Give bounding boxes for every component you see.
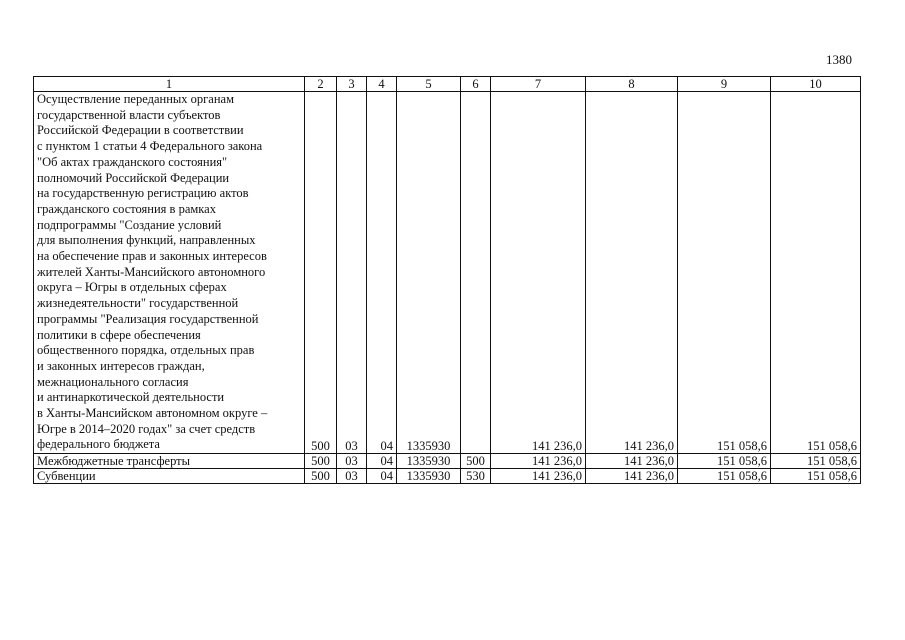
cell-col4: 04 bbox=[367, 469, 397, 484]
cell-col2: 500 bbox=[305, 92, 337, 454]
header-cell: 8 bbox=[586, 77, 678, 92]
cell-col3: 03 bbox=[337, 92, 367, 454]
table-row bbox=[34, 454, 861, 469]
cell-col10: 151 058,6 bbox=[771, 454, 861, 469]
cell-col6: 530 bbox=[461, 469, 491, 484]
header-cell: 1 bbox=[34, 77, 305, 92]
cell-col10: 151 058,6 bbox=[771, 469, 861, 484]
cell-col8: 141 236,0 bbox=[586, 92, 678, 454]
header-cell: 3 bbox=[337, 77, 367, 92]
row-description: Межбюджетные трансферты bbox=[34, 454, 305, 469]
header-cell: 2 bbox=[305, 77, 337, 92]
row-description bbox=[34, 92, 305, 454]
cell-col8: 141 236,0 bbox=[586, 454, 678, 469]
cell-col9: 151 058,6 bbox=[678, 92, 771, 454]
cell-col9: 151 058,6 bbox=[678, 469, 771, 484]
header-cell: 7 bbox=[491, 77, 586, 92]
cell-col4: 04 bbox=[367, 454, 397, 469]
cell-col3: 03 bbox=[337, 454, 367, 469]
cell-col6: 500 bbox=[461, 454, 491, 469]
cell-col10: 151 058,6 bbox=[771, 92, 861, 454]
header-cell: 9 bbox=[678, 77, 771, 92]
cell-col2: 500 bbox=[305, 469, 337, 484]
budget-table bbox=[33, 76, 861, 484]
cell-col6 bbox=[461, 92, 491, 454]
cell-col8: 141 236,0 bbox=[586, 469, 678, 484]
header-cell: 4 bbox=[367, 77, 397, 92]
header-cell: 6 bbox=[461, 77, 491, 92]
cell-col5: 1335930 bbox=[397, 92, 461, 454]
cell-col9: 151 058,6 bbox=[678, 454, 771, 469]
cell-col7: 141 236,0 bbox=[491, 92, 586, 454]
header-cell: 5 bbox=[397, 77, 461, 92]
page-number: 1380 bbox=[826, 52, 852, 67]
cell-col5: 1335930 bbox=[397, 469, 461, 484]
row-description: Субвенции bbox=[34, 469, 305, 484]
cell-col4: 04 bbox=[367, 92, 397, 454]
row-description-text: Осуществление переданных органам государственной власти субъектов Российской Федерации в соответствии с пунктом 1 статьи 4 Федерального закона "Об актах гражданского состояния" полномочий Российской Федерации на государственную регистрацию актов гражданского состояния в рамках подпрограммы "Создание условий для выполнения функций, направленных на обеспечение прав и законных интересов жителей Ханты-Мансийского автономного округа – Югры в отдельных сферах жизнедеятельности" государственной программы "Реализация государственной политики в сфере обеспечения общественного порядка, отдельных прав и законных интересов граждан, межнационального согласия и антинаркотической деятельности в Ханты-Мансийском автономном округе – Югре в 2014–2020 годах" за счет средств федерального бюджета bbox=[37, 92, 268, 452]
header-cell: 10 bbox=[771, 77, 861, 92]
cell-col7: 141 236,0 bbox=[491, 454, 586, 469]
cell-col3: 03 bbox=[337, 469, 367, 484]
table-row bbox=[34, 469, 861, 484]
table-row bbox=[34, 92, 861, 454]
header-row bbox=[34, 77, 861, 92]
cell-col7: 141 236,0 bbox=[491, 469, 586, 484]
cell-col5: 1335930 bbox=[397, 454, 461, 469]
cell-col2: 500 bbox=[305, 454, 337, 469]
